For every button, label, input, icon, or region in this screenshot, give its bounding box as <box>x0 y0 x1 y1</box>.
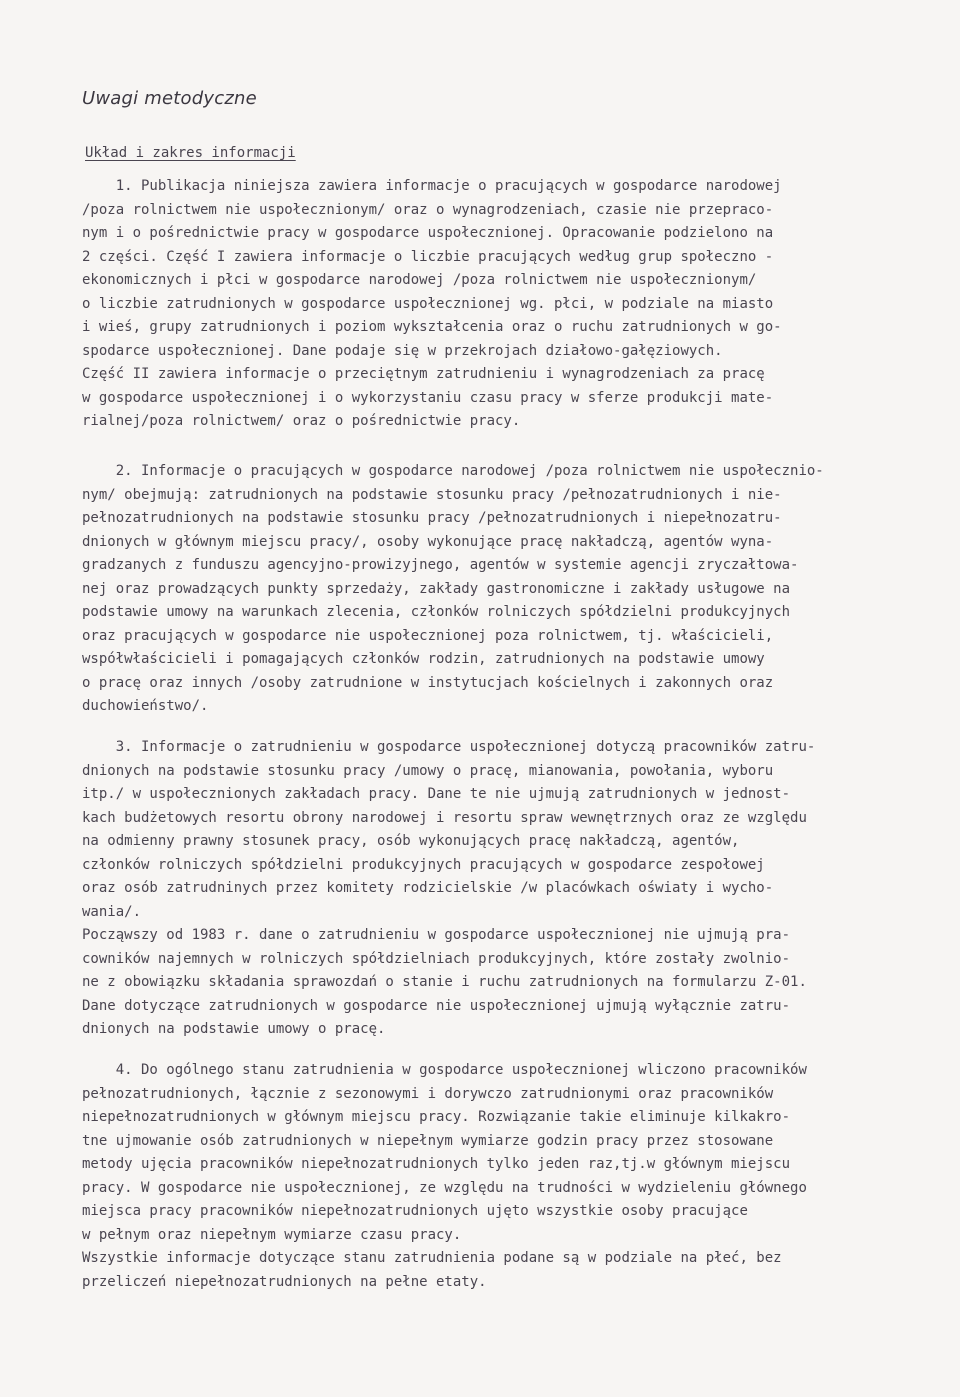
page-title: Uwagi metodyczne <box>82 88 257 109</box>
text-line: członków rolniczych spółdzielni produkcyjnych pracujących w gospodarce zespołowej <box>82 856 765 873</box>
text-line: cowników najemnych w rolniczych spółdzielniach produkcyjnych, które zostały zwolnio- <box>82 950 791 967</box>
text-line: w pełnym oraz niepełnym wymiarze czasu pracy. <box>82 1226 462 1243</box>
text-line: na odmienny prawny stosunek pracy, osób wykonujących pracę nakładczą, agentów, <box>82 833 740 849</box>
text-line: dnionych w głównym miejscu pracy/, osoby wykonujące pracę nakładczą, agentów wyna- <box>82 533 774 550</box>
text-line: dnionych na podstawie stosunku pracy /umowy o pracę, mianowania, powołania, wyboru <box>82 762 774 779</box>
paragraph-2 <box>82 460 894 719</box>
text-line: duchowieństwo/. <box>82 698 209 714</box>
paragraph-1 <box>82 175 894 434</box>
text-line: dnionych na podstawie umowy o pracę. <box>82 1021 386 1037</box>
text-line: nym i o pośrednictwie pracy w gospodarce uspołecznionej. Opracowanie podzielono na <box>82 225 774 241</box>
text-line: spodarce uspołecznionej. Dane podaje się w przekrojach działowo-gałęziowych. <box>82 342 723 359</box>
text-line: o pracę oraz innych /osoby zatrudnione w instytucjach kościelnych i zakonnych oraz <box>82 674 774 691</box>
text-line: nej oraz prowadzących punkty sprzedaży, zakłady gastronomiczne i zakłady usługowe na <box>82 580 791 597</box>
text-line: ne z obowiązku składania sprawozdań o stanie i ruchu zatrudnionych na formularzu Z-01. <box>82 974 807 990</box>
text-line: Część II zawiera informacje o przeciętnym zatrudnieniu i wynagrodzeniach za pracę <box>82 366 765 382</box>
text-line: 2. Informacje o pracujących w gospodarce narodowej /poza rolnictwem nie uspołecznio- <box>82 463 824 479</box>
text-line: pracy. W gospodarce nie uspołecznionej, ze względu na trudności w wydzieleniu głównego <box>82 1179 807 1196</box>
text-line: 4. Do ogólnego stanu zatrudnienia w gospodarce uspołecznionej wliczono pracowników <box>82 1062 807 1078</box>
text-line: niepełnozatrudnionych w głównym miejscu pracy. Rozwiązanie takie eliminuje kilkakro- <box>82 1109 791 1125</box>
text-line: /poza rolnictwem nie uspołecznionym/ oraz o wynagrodzeniach, czasie nie przepraco- <box>82 201 774 218</box>
text-line: kach budżetowych resortu obrony narodowej i resortu spraw wewnętrznych oraz ze względu <box>82 809 807 826</box>
text-line: miejsca pracy pracowników niepełnozatrudnionych ujęto wszystkie osoby pracujące <box>82 1203 748 1219</box>
text-line: i wieś, grupy zatrudnionych i poziom wykształcenia oraz o ruchu zatrudnionych w go- <box>82 319 782 335</box>
text-line: 3. Informacje o zatrudnieniu w gospodarce uspołecznionej dotyczą pracowników zatru- <box>82 739 816 755</box>
text-line: Wszystkie informacje dotyczące stanu zatrudnienia podane są w podziale na płeć, bez <box>82 1250 782 1266</box>
text-line: w gospodarce uspołecznionej i o wykorzystaniu czasu pracy w sferze produkcji mate- <box>82 389 774 406</box>
text-line: podstawie umowy na warunkach zlecenia, członków rolniczych spółdzielni produkcyjnych <box>82 604 791 620</box>
paragraph-4 <box>82 1059 894 1294</box>
text-line: tne ujmowanie osób zatrudnionych w niepełnym wymiarze godzin pracy przez stosowane <box>82 1132 774 1149</box>
text-line: metody ujęcia pracowników niepełnozatrudnionych tylko jeden raz,tj.w głównym miejscu <box>82 1156 791 1172</box>
text-line: 2 części. Część I zawiera informacje o liczbie pracujących według grup społeczno - <box>82 248 774 265</box>
text-line: itp./ w uspołecznionych zakładach pracy. Dane te nie ujmują zatrudnionych w jednost- <box>82 786 791 802</box>
section-heading: Układ i zakres informacji <box>85 145 296 161</box>
text-line: ekonomicznych i płci w gospodarce narodowej /poza rolnictwem nie uspołecznionym/ <box>82 272 757 288</box>
text-line: oraz pracujących w gospodarce nie uspołecznionej poza rolnictwem, tj. właścicieli, <box>82 627 774 644</box>
text-line: nym/ obejmują: zatrudnionych na podstawie stosunku pracy /pełnozatrudnionych i nie- <box>82 486 782 503</box>
text-line: wania/. <box>82 903 142 920</box>
text-line: pełnozatrudnionych na podstawie stosunku pracy /pełnozatrudnionych i niepełnozatru- <box>82 510 782 526</box>
text-line: o liczbie zatrudnionych w gospodarce uspołecznionej wg. płci, w podziale na miasto <box>82 295 774 312</box>
text-line: 1. Publikacja niniejsza zawiera informacje o pracujących w gospodarce narodowej <box>82 178 782 194</box>
paragraph-3 <box>82 736 894 1042</box>
text-line: Począwszy od 1983 r. dane o zatrudnieniu w gospodarce uspołecznionej nie ujmują pra- <box>82 927 791 943</box>
text-line: rialnej/poza rolnictwem/ oraz o pośrednictwie pracy. <box>82 413 521 429</box>
text-line: pełnozatrudnionych, łącznie z sezonowymi i dorywczo zatrudnionymi oraz pracowników <box>82 1085 774 1102</box>
text-line: oraz osób zatrudninych przez komitety rodzicielskie /w placówkach oświaty i wycho- <box>82 880 774 896</box>
text-line: współwłaścicieli i pomagających członków rodzin, zatrudnionych na podstawie umowy <box>82 651 765 667</box>
text-line: gradzanych z funduszu agencyjno-prowizyjnego, agentów w systemie agencji zryczałtowa- <box>82 557 799 573</box>
text-line: Dane dotyczące zatrudnionych w gospodarce nie uspołecznionej ujmują wyłącznie zatru- <box>82 997 791 1014</box>
text-line: przeliczeń niepełnozatrudnionych na pełne etaty. <box>82 1273 487 1290</box>
